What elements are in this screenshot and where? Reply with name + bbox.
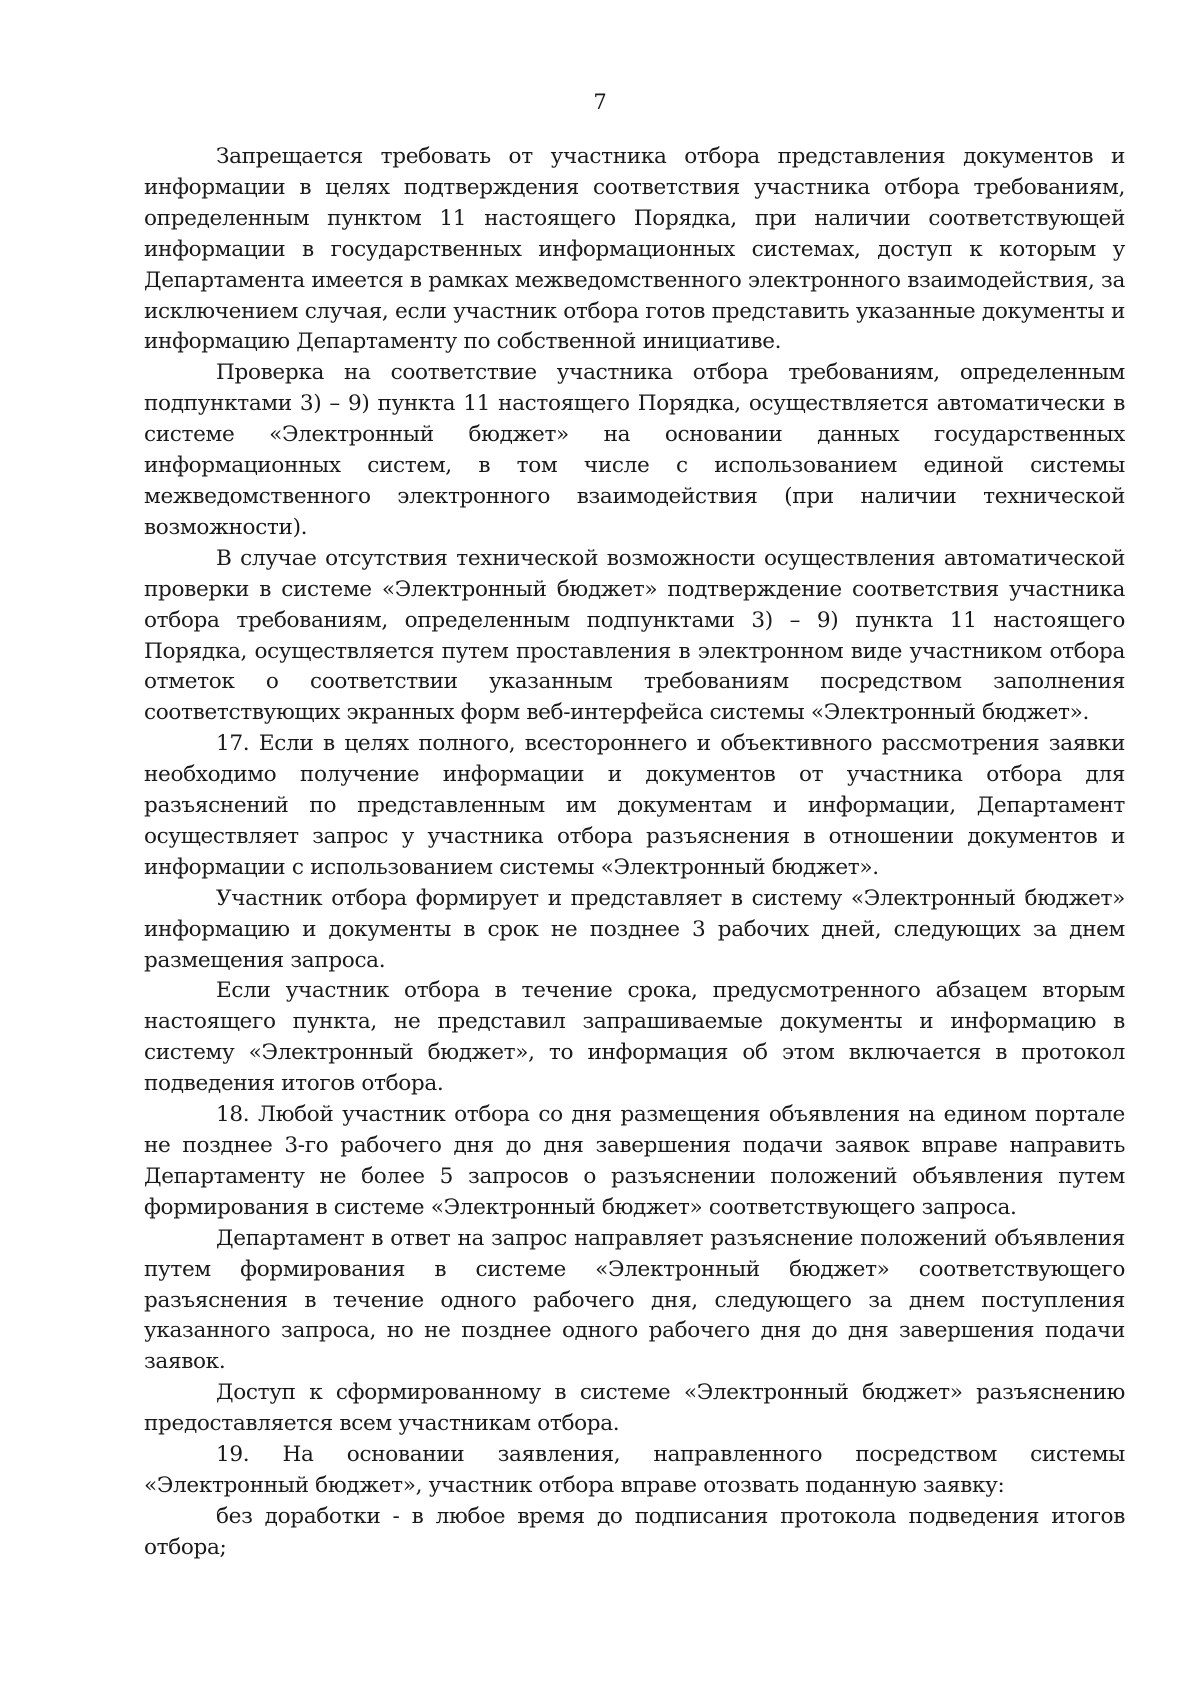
paragraph-department-reply: Департамент в ответ на запрос направляет разъяснение положений объявления путем формирования в системе «Электронный бюджет» соответствующего разъяснения в течение одного рабочего дня, следующего за днем поступления указанного запроса, но не позднее одного рабочего дня до дня завершения подачи заявок. bbox=[144, 1225, 1125, 1375]
paragraph-document-prohibition: Запрещается требовать от участника отбора представления документов и информации в целях подтверждения соответствия участника отбора требованиям, определенным пунктом 11 настоящего Порядка, при наличии соответствующей информации в государственных информационных системах, доступ к которым у Департамента имеется в рамках межведомственного электронного взаимодействия, за исключением случая, если участник отбора готов представить указанные документы и информацию Департаменту по собственной инициативе. bbox=[144, 144, 1125, 355]
paragraph-no-response: Если участник отбора в течение срока, предусмотренного абзацем вторым настоящего пункта, не представил запрашиваемые документы и информацию в систему «Электронный бюджет», то информация об этом включается в протокол подведения итогов отбора. bbox=[144, 978, 1125, 1097]
paragraph-access-clarification: Доступ к сформированному в системе «Электронный бюджет» разъяснению предоставляется всем участникам отбора. bbox=[144, 1380, 1125, 1437]
paragraph-participant-response: Участник отбора формирует и представляет в систему «Электронный бюджет» информацию и документы в срок не позднее 3 рабочих дней, следующих за днем размещения запроса. bbox=[144, 885, 1125, 973]
paragraph-automatic-check: Проверка на соответствие участника отбора требованиям, определенным подпунктами 3) – 9) пункта 11 настоящего Порядка, осуществляется автоматически в системе «Электронный бюджет» на основании данных государственных информационных систем, в том числе с использованием единой системы межведомственного электронного взаимодействия (при наличии технической возможности). bbox=[144, 360, 1125, 540]
paragraph-item-18: 18. Любой участник отбора со дня размещения объявления на едином портале не позднее 3-го рабочего дня до дня завершения подачи заявок вправе направить Департаменту не более 5 запросов о разъяснении положений объявления путем формирования в системе «Электронный бюджет» соответствующего запроса. bbox=[144, 1102, 1125, 1220]
paragraph-manual-check: В случае отсутствия технической возможности осуществления автоматической проверки в системе «Электронный бюджет» подтверждение соответствия участника отбора требованиям, определенным подпунктами 3) – 9) пункта 11 настоящего Порядка, осуществляется путем проставления в электронном виде участником отбора отметок о соответствии указанным требованиям посредством заполнения соответствующих экранных форм веб-интерфейса системы «Электронный бюджет». bbox=[144, 545, 1125, 726]
paragraph-item-19: 19. На основании заявления, направленного посредством системы «Электронный бюджет», участник отбора вправе отозвать поданную заявку: bbox=[144, 1442, 1125, 1498]
paragraph-without-revision: без доработки - в любое время до подписания протокола подведения итогов отбора; bbox=[144, 1503, 1125, 1560]
page-number: 7 bbox=[593, 90, 607, 114]
paragraph-item-17: 17. Если в целях полного, всестороннего и объективного рассмотрения заявки необходимо получение информации и документов от участника отбора для разъяснений по представленным им документам и информации, Департамент осуществляет запрос у участника отбора разъяснения в отношении документов и информации с использованием системы «Электронный бюджет». bbox=[144, 731, 1125, 880]
document-body bbox=[144, 142, 1125, 1564]
